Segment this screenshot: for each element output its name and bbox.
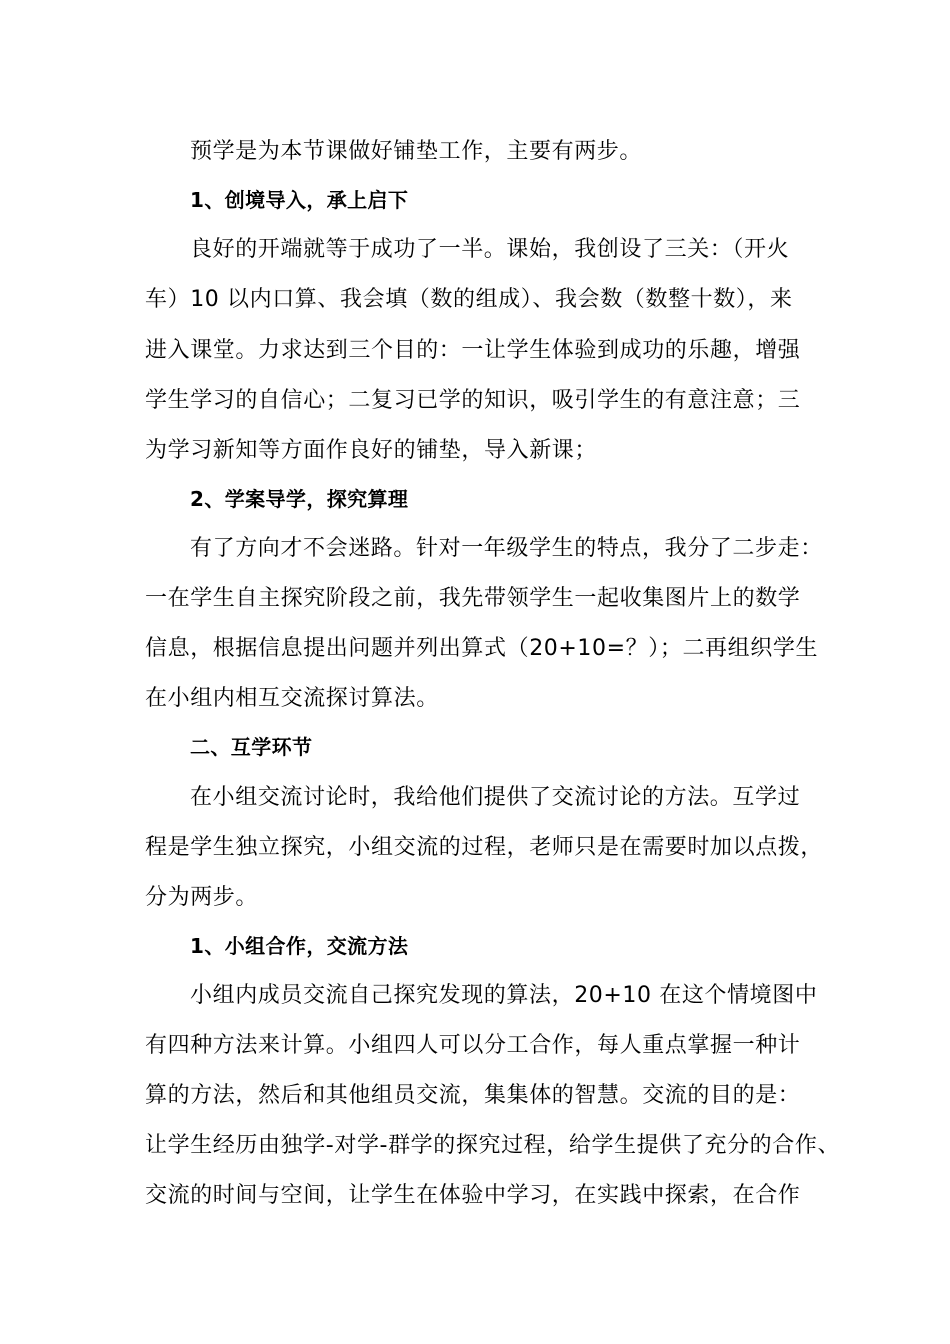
paragraph-line: 小组内成员交流自己探究发现的算法，20+10 在这个情境图中 [190, 983, 818, 1008]
paragraph-line: 进入课堂。力求达到三个目的：一让学生体验到成功的乐趣，增强 [145, 338, 801, 363]
paragraph-line: 一在学生自主探究阶段之前，我先带领学生一起收集图片上的数学 [145, 586, 801, 611]
paragraph-line: 学生学习的自信心；二复习已学的知识，吸引学生的有意注意；三 [145, 388, 801, 413]
paragraph-line: 车）10 以内口算、我会填（数的组成）、我会数（数整十数），来 [145, 287, 793, 312]
paragraph-line: 预学是为本节课做好铺垫工作，主要有两步。 [190, 139, 643, 164]
paragraph-line: 为学习新知等方面作良好的铺垫，导入新课； [145, 438, 598, 463]
paragraph-line: 在小组交流讨论时，我给他们提供了交流讨论的方法。互学过 [190, 785, 801, 810]
paragraph-line: 信息，根据信息提出问题并列出算式（20+10=？）；二再组织学生 [145, 636, 819, 661]
paragraph-line: 分为两步。 [145, 885, 259, 910]
paragraph-line: 有四种方法来计算。小组四人可以分工合作，每人重点掌握一种计 [145, 1033, 801, 1058]
section-heading: 1、小组合作，交流方法 [190, 934, 409, 958]
paragraph-line: 算的方法，然后和其他组员交流，集集体的智慧。交流的目的是： [145, 1083, 801, 1108]
paragraph-line: 交流的时间与空间，让学生在体验中学习，在实践中探索，在合作 [145, 1183, 801, 1208]
paragraph-line: 让学生经历由独学-对学-群学的探究过程，给学生提供了充分的合作、 [145, 1133, 841, 1158]
section-heading: 2、学案导学，探究算理 [190, 487, 409, 511]
section-heading: 1、创境导入，承上启下 [190, 188, 409, 212]
paragraph-line: 良好的开端就等于成功了一半。课始，我创设了三关：（开火 [190, 237, 790, 262]
paragraph-line: 有了方向才不会迷路。针对一年级学生的特点，我分了二步走： [190, 536, 823, 561]
paragraph-line: 在小组内相互交流探讨算法。 [145, 686, 439, 711]
section-heading: 二、互学环节 [190, 735, 313, 759]
paragraph-line: 程是学生独立探究，小组交流的过程，老师只是在需要时加以点拨， [145, 835, 824, 860]
